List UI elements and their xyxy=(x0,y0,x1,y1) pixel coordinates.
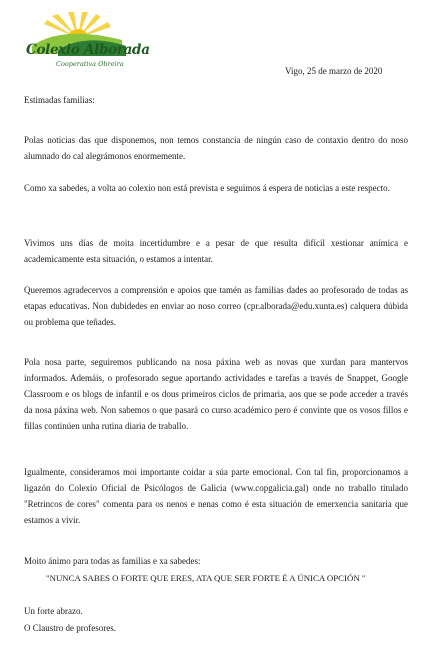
signature: O Claustro de profesores. xyxy=(24,623,116,633)
greeting: Estimadas familias: xyxy=(24,95,95,105)
paragraph-6: Igualmente, consideramos moi importante coidar a súa parte emocional. Con tal fin, proporcionamos a ligazón do Colexio Oficial de Psicólogos de Galicia (www.copgalicia.gal) onde no traballo titulado "Retrincos de cores" comenta para os nenos e nenas como é esta situación de emerxencia sanitaria que estamos a vivir. xyxy=(24,467,408,525)
paragraph-7: Moito ánimo para todas as familias e xa sabedes: xyxy=(24,556,201,566)
letter-date: Vigo, 25 de marzo de 2020 xyxy=(285,66,383,76)
paragraph-2: Como xa sabedes, a volta ao colexio non está prevista e seguimos á espera de noticias a este respecto. xyxy=(24,183,390,193)
paragraph-1: Polas noticias das que disponemos, non temos constancia de ningún caso de contaxio dentro do noso alumnado do cal alegrámonos enormemente. xyxy=(24,135,408,161)
paragraph-3: Vivimos uns días de moita incertidumbre e a pesar de que resulta difícil xestionar anímica e academicamente esta situación, o estamos a intentar. xyxy=(24,238,408,264)
motto-quote: "NUNCA SABES O FORTE QUE ERES, ATA QUE SER FORTE É A ÚNICA OPCIÓN " xyxy=(46,573,366,583)
logo-subtitle: Cooperativa Obreira xyxy=(56,60,124,68)
logo-school-name: Colexio Alborada xyxy=(26,42,150,58)
school-logo xyxy=(22,12,150,74)
closing-line: Un forte abrazo. xyxy=(24,606,83,616)
paragraph-4: Queremos agradecervos a comprensión e apoios que tamén as familias dades ao profesorado de todas as etapas educativas. Non dubidedes en enviar ao noso correo (cpr.alborada@edu.xunta.es) calquera dúbida ou problema que teñades. xyxy=(24,285,408,327)
paragraph-5: Pola nosa parte, seguiremos publicando na nosa páxina web as novas que xurdan para mantervos informados. Ademáis, o profesorado segue aportando actividades e tarefas a través de Snappet, Google Classroom e os blogs de infantil e os dous primeiros ciclos de primaria, aos que se pode acceder a través da nosa páxina web. Non sabemos o que pasará co curso académico pero é convinte que os vosos fillos e fillas continúen unha rutina diaria de traballo. xyxy=(24,357,408,431)
